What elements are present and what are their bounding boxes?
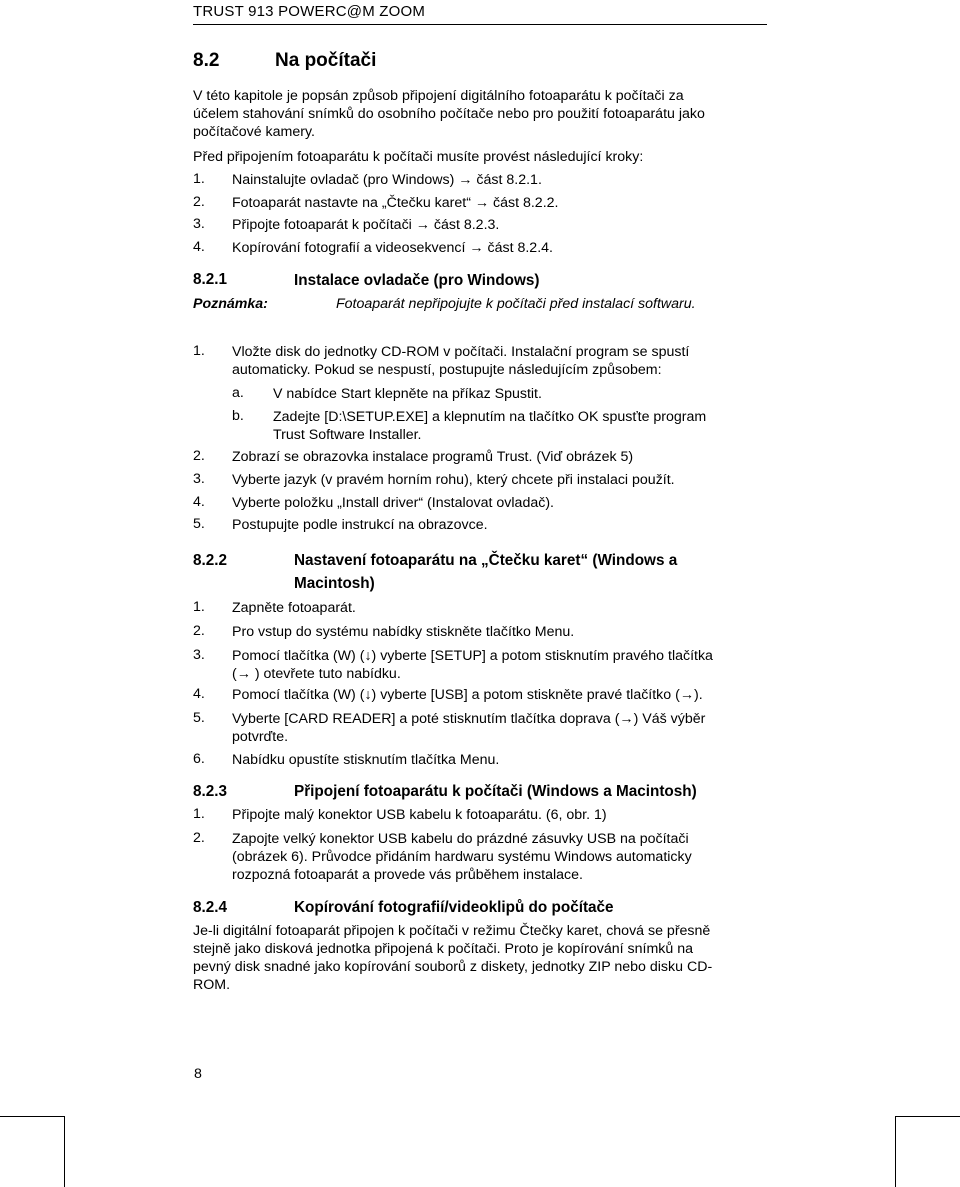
list-number: 1.	[193, 806, 205, 822]
list-line: Pomocí tlačítka (W) (↓) vyberte [SETUP] a potom stisknutím pravého tlačítka	[232, 648, 713, 664]
subsection-number: 8.2.2	[193, 552, 228, 569]
sublist-line: Zadejte [D:\SETUP.EXE] a klepnutím na tlačítko OK spusťte program	[273, 409, 707, 425]
list-number: 4.	[193, 494, 205, 510]
body-line: pevný disk snadné jako kopírování souborů z diskety, jednotky ZIP nebo disku CD-	[193, 959, 713, 975]
list-line: Pro vstup do systému nabídky stiskněte tlačítko Menu.	[232, 624, 575, 640]
subsection-number: 8.2.3	[193, 783, 228, 800]
list-number: 6.	[193, 751, 205, 767]
list-number: 3.	[193, 471, 205, 487]
list-number: 2.	[193, 448, 205, 464]
crop-mark	[895, 1116, 896, 1187]
step-text: Nainstalujte ovladač (pro Windows) → část 8.2.1.	[232, 172, 542, 188]
body-line: stejně jako disková jednotka připojená k počítači. Proto je kopírování snímků na	[193, 941, 693, 957]
crop-mark	[0, 1116, 64, 1117]
intro-line: počítačové kamery.	[193, 124, 315, 140]
body-line: ROM.	[193, 977, 231, 993]
subsection-number: 8.2.4	[193, 899, 228, 916]
list-line: Nabídku opustíte stisknutím tlačítka Menu.	[232, 752, 500, 768]
page-number: 8	[194, 1066, 202, 1082]
list-line: Pomocí tlačítka (W) (↓) vyberte [USB] a potom stiskněte pravé tlačítko (→).	[232, 687, 703, 703]
sublist-label: a.	[232, 385, 244, 401]
list-line: (→ ) otevřete tuto nabídku.	[232, 666, 401, 682]
list-line: rozpozná fotoaparát a provede vás průběhem instalace.	[232, 867, 583, 883]
step-number: 3.	[193, 216, 205, 232]
subsection-title: Macintosh)	[294, 575, 375, 592]
list-number: 5.	[193, 516, 205, 532]
step-number: 1.	[193, 171, 205, 187]
list-line: Zapněte fotoaparát.	[232, 600, 356, 616]
list-line: potvrďte.	[232, 729, 289, 745]
step-number: 4.	[193, 239, 205, 255]
step-number: 2.	[193, 194, 205, 210]
list-line: Vyberte jazyk (v pravém horním rohu), který chcete při instalaci použít.	[232, 472, 675, 488]
note-text: Fotoaparát nepřipojujte k počítači před instalací softwaru.	[336, 296, 696, 312]
step-text: Kopírování fotografií a videosekvencí → část 8.2.4.	[232, 240, 553, 256]
step-text: Fotoaparát nastavte na „Čtečku karet“ → část 8.2.2.	[232, 195, 559, 211]
sublist-line: Trust Software Installer.	[273, 427, 422, 443]
subsection-title: Instalace ovladače (pro Windows)	[294, 272, 540, 289]
steps-intro: Před připojením fotoaparátu k počítači musíte provést následující kroky:	[193, 149, 644, 165]
list-line: automaticky. Pokud se nespustí, postupujte následujícím způsobem:	[232, 362, 662, 378]
subsection-number: 8.2.1	[193, 271, 228, 288]
list-line: Zobrazí se obrazovka instalace programů Trust. (Viď obrázek 5)	[232, 449, 634, 465]
list-number: 2.	[193, 623, 205, 639]
list-number: 2.	[193, 830, 205, 846]
list-number: 5.	[193, 710, 205, 726]
section-number: 8.2	[193, 50, 220, 71]
sublist-line: V nabídce Start klepněte na příkaz Spustit.	[273, 386, 542, 402]
intro-line: účelem stahování snímků do osobního počítače nebo pro použití fotoaparátu jako	[193, 106, 705, 122]
list-line: Postupujte podle instrukcí na obrazovce.	[232, 517, 488, 533]
list-line: Připojte malý konektor USB kabelu k fotoaparátu. (6, obr. 1)	[232, 807, 607, 823]
list-line: (obrázek 6). Průvodce přidáním hardwaru systému Windows automaticky	[232, 849, 692, 865]
step-text: Připojte fotoaparát k počítači → část 8.2.3.	[232, 217, 500, 233]
list-line: Vyberte [CARD READER] a poté stisknutím tlačítka doprava (→) Váš výběr	[232, 711, 706, 727]
header-rule	[193, 24, 767, 25]
list-number: 1.	[193, 599, 205, 615]
section-title: Na počítači	[275, 50, 377, 71]
subsection-title: Kopírování fotografií/videoklipů do počítače	[294, 899, 614, 916]
crop-mark	[64, 1116, 65, 1187]
list-number: 4.	[193, 686, 205, 702]
crop-mark	[895, 1116, 960, 1117]
list-number: 3.	[193, 647, 205, 663]
sublist-label: b.	[232, 408, 244, 424]
note-label: Poznámka:	[193, 296, 268, 312]
intro-line: V této kapitole je popsán způsob připojení digitálního fotoaparátu k počítači za	[193, 88, 684, 104]
list-line: Vyberte položku „Install driver“ (Instalovat ovladač).	[232, 495, 554, 511]
body-line: Je-li digitální fotoaparát připojen k počítači v režimu Čtečky karet, chová se přesně	[193, 923, 711, 939]
subsection-title: Nastavení fotoaparátu na „Čtečku karet“ (Windows a	[294, 552, 678, 569]
subsection-title: Připojení fotoaparátu k počítači (Windows a Macintosh)	[294, 783, 697, 800]
list-line: Vložte disk do jednotky CD-ROM v počítači. Instalační program se spustí	[232, 344, 690, 360]
running-header: TRUST 913 POWERC@M ZOOM	[193, 3, 426, 20]
list-number: 1.	[193, 343, 205, 359]
list-line: Zapojte velký konektor USB kabelu do prázdné zásuvky USB na počítači	[232, 831, 689, 847]
